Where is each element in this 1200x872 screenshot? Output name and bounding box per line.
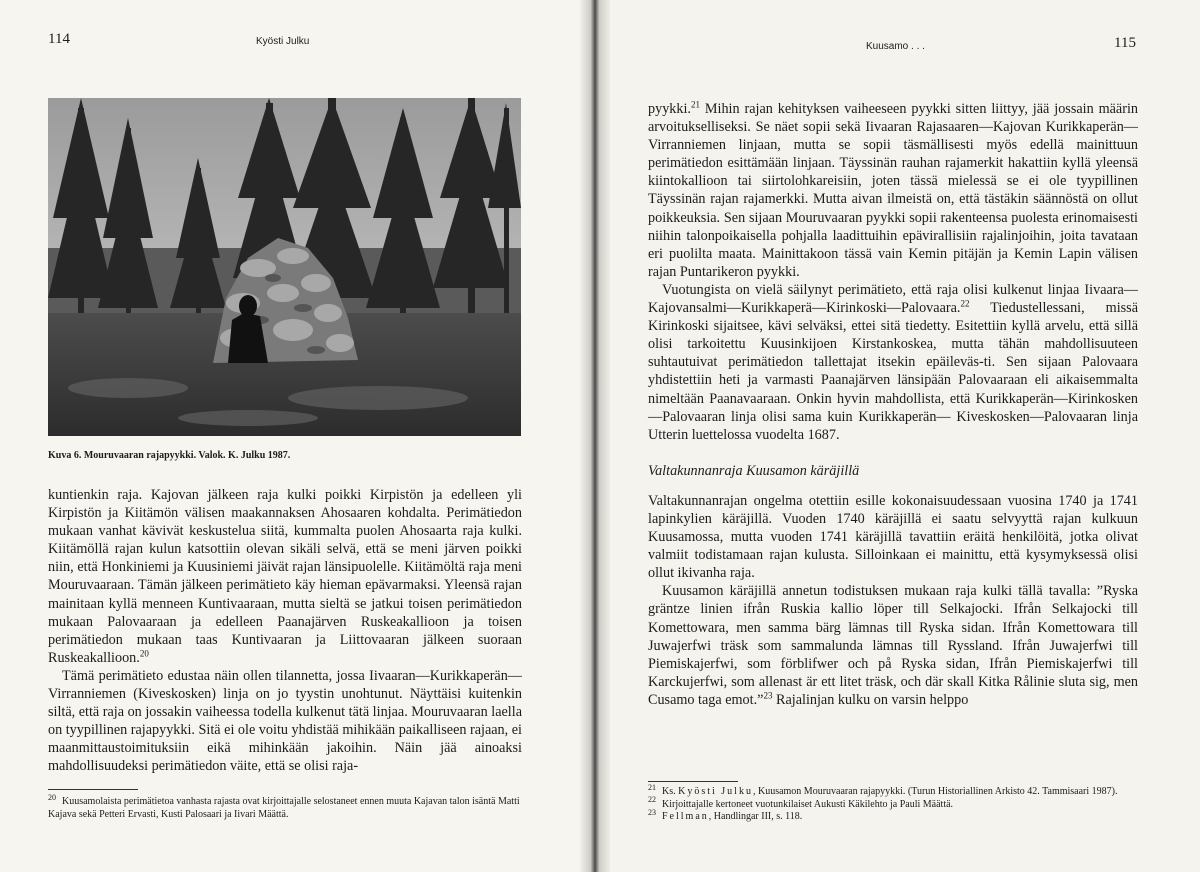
footnote-23: 23 Fellman, Handlingar III, s. 118.: [648, 807, 803, 822]
right-body-text: [648, 100, 1138, 709]
page-number-left: 114: [48, 31, 70, 47]
left-body-text: [48, 486, 522, 776]
photo-boundary-cairn: [48, 98, 521, 436]
right-page: [598, 0, 1200, 872]
left-paragraph-1: kuntienkin raja. Kajovan jälkeen raja kulki poikki Kirpistön ja edelleen yli Kirpistön ja Kiitämön välisen maakannaksen Ahosaaren kohdalta. Perimätiedon mukaan vanhat kävivät keskustelua siitä, kummalta puolen Ahosaarta raja kulki. Kiitämöllä rajan kulun katsottiin olevan sikäli selvä, että se meni järven poikki niin, että Honkiniemi ja Kuusiniemi jäivät rajan länsipuolelle. Kiitämöltä raja meni Mouruvaaraan. Tämän jälkeen perimätieto käy hieman epävarmaksi. Yleensä rajan mainitaan kyllä menneen Kuntivaaraan, mutta sieltä se jatkui toisen perimätiedon mukaan Palovaaraan ja edelleen Paanajärven Ruskeakallioon ja toisen perimätiedon mukaan taas Kuntivaaran ja Liittovaaran jälkeen suoraan Ruskeakallioon.$^{20}$: [48, 487, 522, 666]
footnote-ref-21[interactable]: 21: [690, 99, 700, 110]
left-page: [0, 0, 592, 872]
left-paragraph-2: Tämä perimätieto edustaa näin ollen tilannetta, jossa Iivaaran—Kurikkaperän—Virranniemen (Kiveskosken) linja on jo tyystin unohtunut. Näyttäisi kuitenkin siltä, että raja on jossakin vaiheessa todella kulkenut tätä linjaa. Mouruvaaran laella on tyypillinen rajapyykki. Sitä ei ole voitu yhdistää mihikään paikalliseen rajaan, ei maanmittaustoimituksiin eikä mihinkään jakoihin. Näin jää ainoaksi mahdollisuudeksi perimätiedon väite, että se olisi raja-: [48, 667, 522, 775]
footnote-22: 22 Kirjoittajalle kertoneet vuotunkilaiset Aukusti Käkilehto ja Pauli Määttä.: [648, 795, 954, 810]
right-paragraph-2: Vuotungista on vielä säilynyt perimätieto, että raja olisi kulkenut linjaa Iivaara—Kajovansalmi—Kurikkaperä—Kirinkoski—Palovaara.$^{22}$ Tiedustellessani, missä Kirinkoski sijaitsee, kävi selväksi, ettei sitä tiedetty. Esitettiin kyllä arvelu, että sillä olisi tarkoitettu Kuusinkijoen Kirstankoskea, mutta tähän mahdollisuuteen suhtautuivat perimätiedon tallettajat itsekin epäileväs-ti. Sen sijaan Palovaara yhdistettiin heti ja varmasti Paanajärven länsipään Palovaaraan eli aikaisemmalta nimeltään Paanavaaraan. Onkin hyvin mahdollista, että Kurikkaperän—Kirinkosken—Palovaaran linja olisi sama kuin Kurikkaperän— Kiveskosken—Palovaaran linja Utterin luettelossa vuodelta 1687.: [648, 281, 1138, 443]
footnote-rule-right: [648, 781, 738, 782]
page-number-right: 115: [1114, 35, 1136, 51]
book-gutter: [580, 0, 610, 872]
photo-image: [48, 98, 521, 436]
running-head-left: Kyösti Julku: [256, 36, 310, 47]
footnote-ref-22[interactable]: 22: [960, 298, 970, 309]
footnote-rule-left: [48, 789, 138, 790]
footnotes-left: [48, 792, 522, 821]
right-paragraph-4: Kuusamon käräjillä annetun todistuksen mukaan raja kulki tällä tavalla: ”Ryska gräntze linien ifrån Ruskia kallio löper till Selkajocki. Ifrån Selkajocki till Komettowara, men samma bärg lämnas till Ryska sidan. Ifrån Komettowara till Juwajerfwi träsk som sammalunda lämnas till Ryssland. Ifrån Juwajerfwi till Piemiskajerfwi, som förblifwer och på Ryska sidan, Ifrån Piemiskajerfwi till Karckujerfwi, som allenast är ett litet träsk, och där skall Kitka Rålinie sluta sig, men Cusamo taga emot.”$^{23}$ Rajalinjan kulku on varsin helppo: [648, 583, 1138, 708]
footnote-ref-23[interactable]: 23: [763, 690, 773, 701]
footnote-21: 21 Ks. Kyösti Julku, Kuusamon Mouruvaaran rajapyykki. (Turun Historiallinen Arkisto 42. Tammisaari 1987).: [648, 782, 1118, 797]
running-head-right: Kuusamo . . .: [866, 41, 925, 52]
right-paragraph-1: pyykki.$^{21}$ Mihin rajan kehityksen vaiheeseen pyykki sitten liittyy, jää jossain määrin arvoitukselliseksi. Se näet sopii sekä Iivaaran Rajasaaren—Kajovan Kurikkaperän—Virranniemen linjaan, mutta se sopii täsmällisesti myös edellä mainittuun perimätiedon esittämään linjaan. Täyssinän rauhan rajamerkit hakattiin kyllä yleensä kiintokallioon tai siirtolohkareisiin, joten tässä mielessä se ei ole tyypillinen Täyssinän rajan rajamerkki. Mutta aivan ilmeistä on, että tästäkin säännöstä on ollut poikkeuksia. Sen sijaan Mouruvaaran pyykki sopii rakenteensa puolesta erinomaisesti niihin talonpoikaisella pohjalla laadittuihin epävirallisiin rajalinjoihin, joita tavataan eri puolilta maata. Mainittakoon tässä vain Kemin pitäjän ja Kemin Lapin välisen rajan Puntarikeron pyykki.: [648, 99, 1138, 280]
footnote-ref-20[interactable]: 20: [139, 648, 149, 659]
footnotes-right: [648, 782, 1138, 824]
section-heading: Valtakunnanraja Kuusamon käräjillä: [648, 462, 860, 479]
figure-caption: Kuva 6. Mouruvaaran rajapyykki. Valok. K. Julku 1987.: [48, 450, 291, 461]
right-paragraph-3: Valtakunnanrajan ongelma otettiin esille kokonaisuudessaan vuosina 1740 ja 1741 lapinkylien käräjillä. Vuoden 1740 käräjillä ei saatu selvyyttä rajan kulkuun Kuusamossa, mutta vuoden 1741 käräjillä tavattiin eräitä henkilöitä, jotka olivat valmiit todistamaan rajan kulusta. Silloinkaan ei mainittu, että kysymyksessä olisi ollut ikivanha raja.: [648, 492, 1138, 582]
footnote-20: 20 Kuusamolaista perimätietoa vanhasta rajasta ovat kirjoittajalle selostaneet ennen muuta Kajavan talon isäntä Matti Kajava sekä Petteri Ervasti, Kusti Palosaari ja Iivari Määttä.: [48, 792, 520, 820]
